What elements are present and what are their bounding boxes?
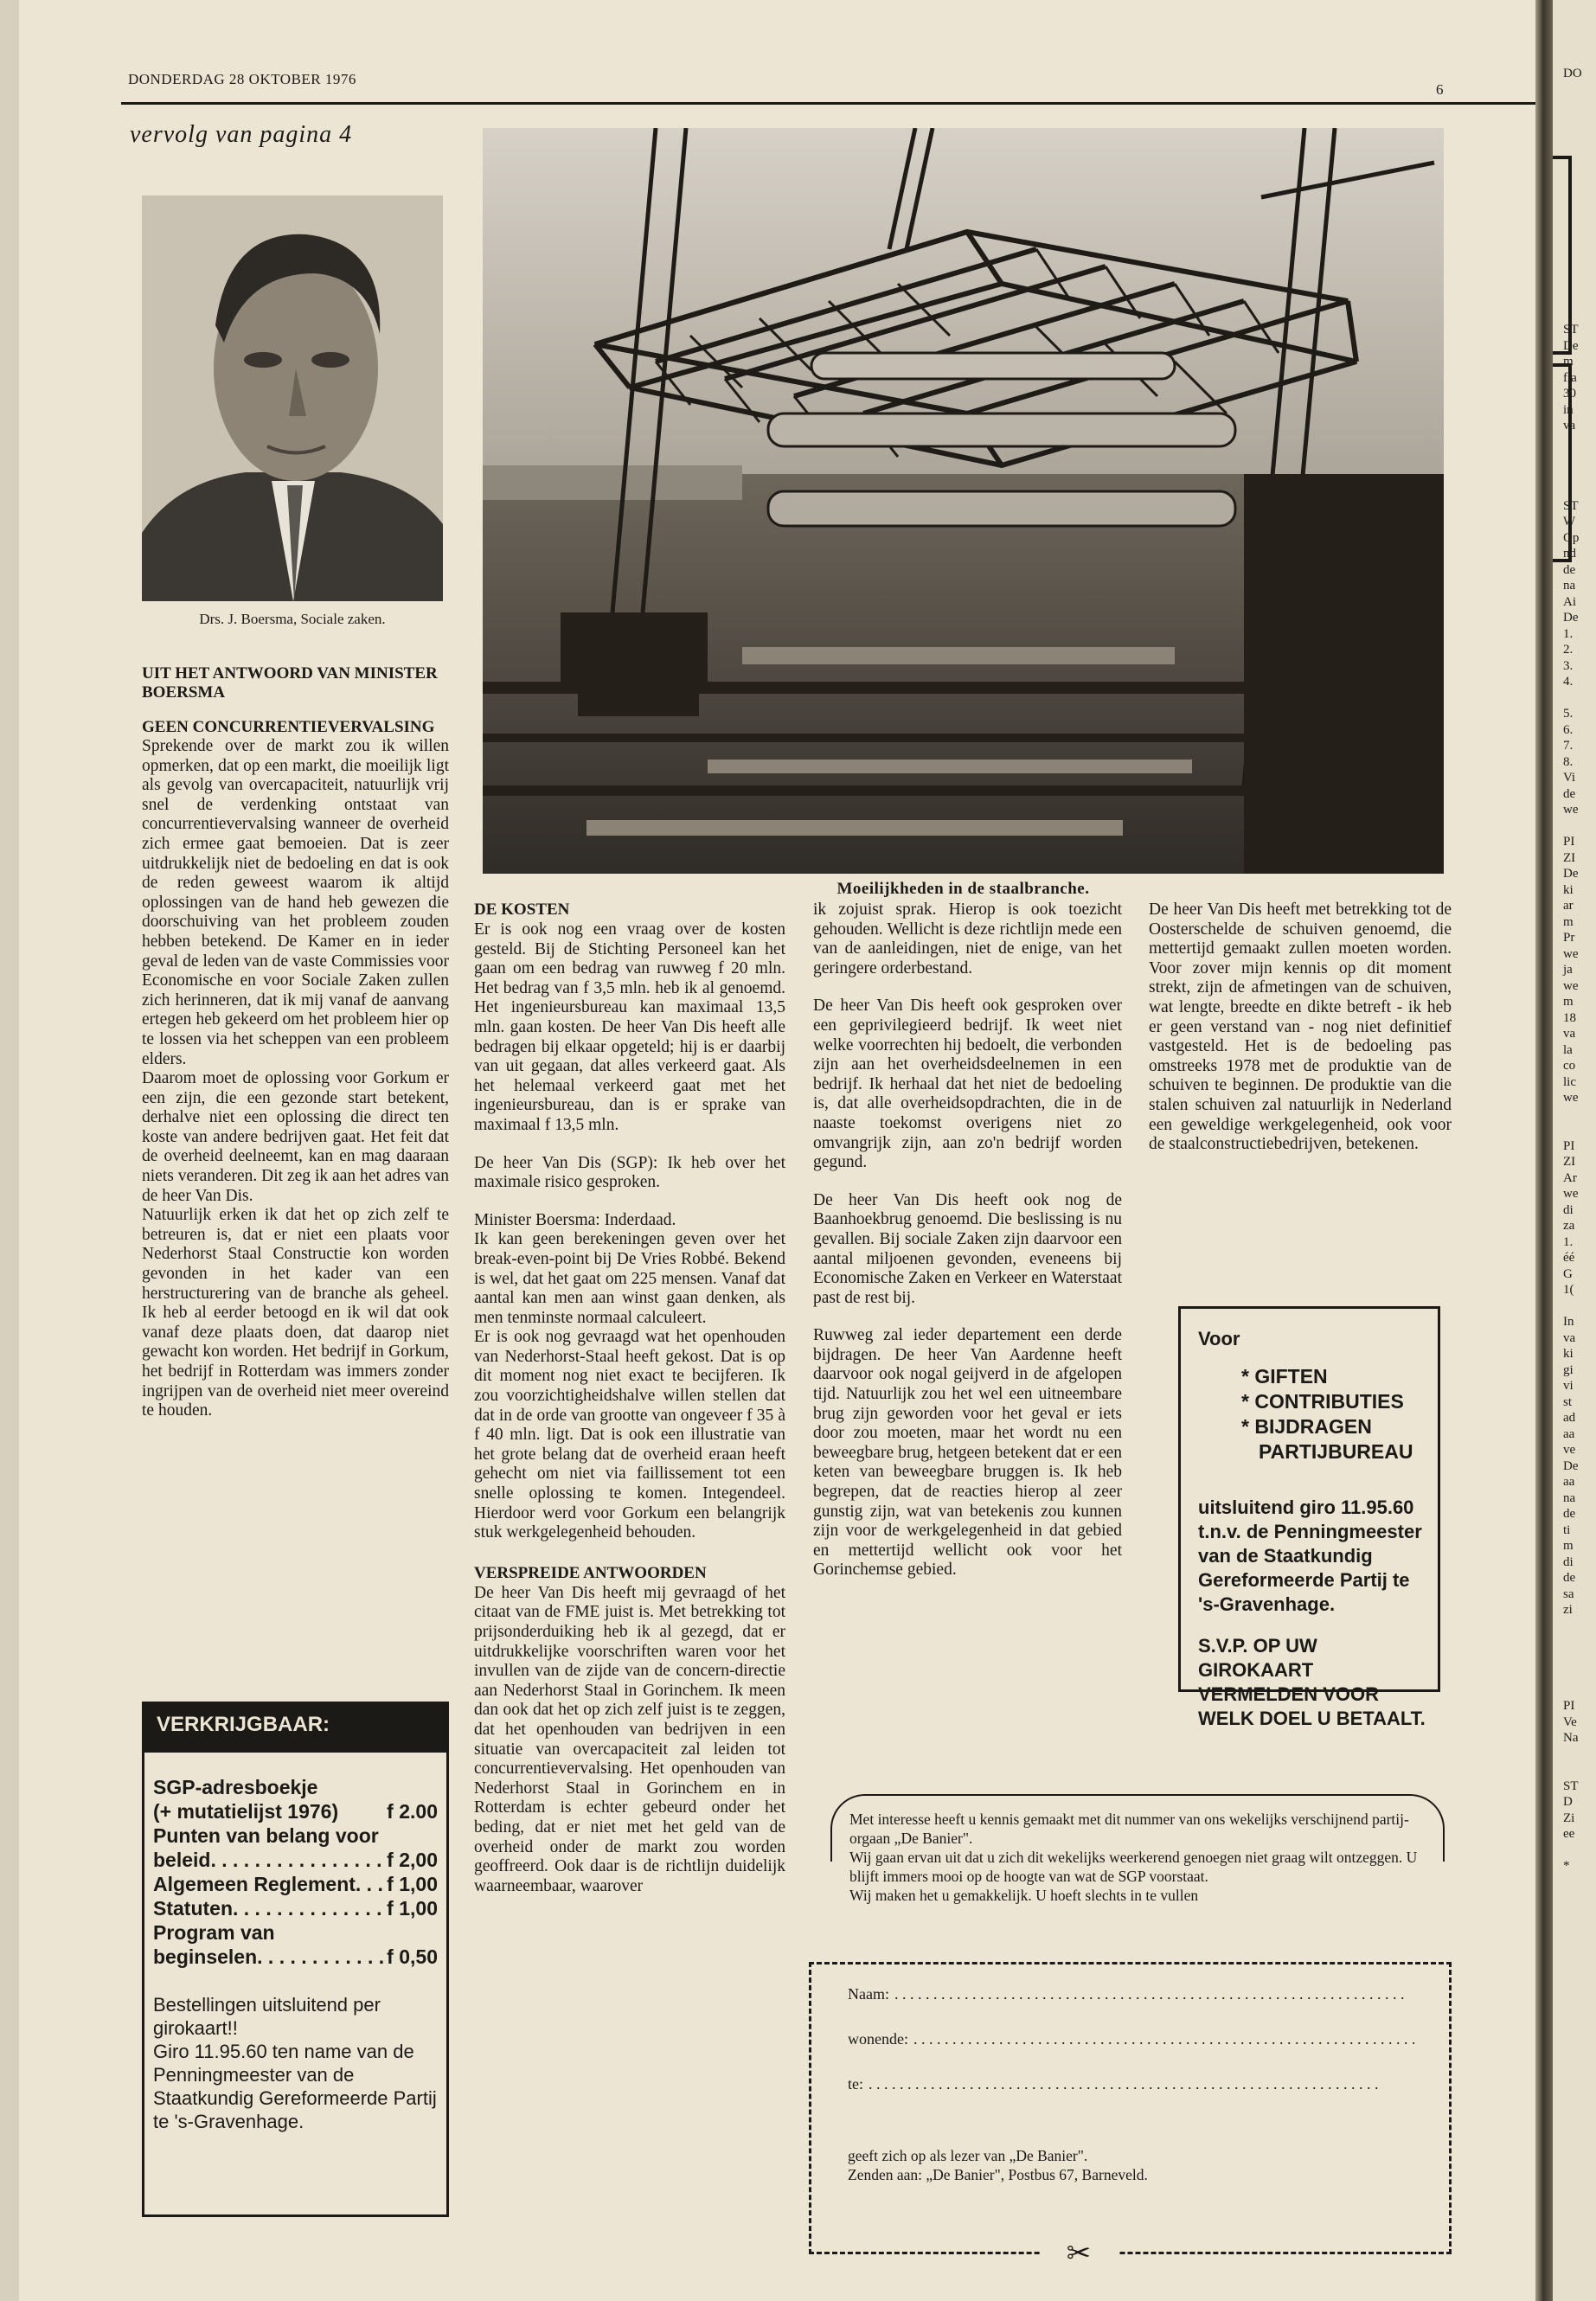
next-page-fragment: ad	[1563, 1411, 1576, 1425]
price-row: beleid . . . f 2,00	[153, 1848, 438, 1872]
next-page-fragment	[1563, 1650, 1582, 1667]
col3-paragraph: Ruwweg zal ieder departement een derde bijdragen. De heer Van Aardenne heeft daarvoor ook nogal geijverd in de afgelopen tijd. Natuurlijk zou het wel een uitneembare brug zijn geworden voor het geval er iets door zou moeten, maar het wordt nu een beweegbare brug, hetgeen betekent dat er een keten van beweegbare bruggen is. Ik heb begrepen, dat de reacties hierop al zeer gunstig zijn, wat van betekenis zou kunnen zijn voor de werkgelegenheid in dat gebied en mettertijd wellicht ook voor het Gorinchemse gebied.	[813, 1326, 1122, 1580]
next-page-fragment: Vi	[1563, 771, 1576, 785]
next-page-fragment: di	[1563, 1202, 1574, 1217]
next-page-fragment	[1563, 178, 1582, 195]
next-page-fragment: sa	[1563, 1586, 1574, 1601]
next-page-fragment	[1563, 434, 1582, 451]
col2-paragraph: Er is ook nog een vraag over de kosten gesteld. Bij de Stichting Personeel kan het gaan om een bedrag van ruwweg f 20 mln. Het bedrag van f 3,5 mln. heb ik al genoemd. Het ingenieursbureau kan maximaal 13,5 mln. gaan kosten. De heer Van Dis heeft alle bedragen bij elkaar opgeteld; hij is er daarbij van uit gegaan, dat alles verkeerd gaat. Als het helemaal verkeerd gaat met het ingenieursbureau, dan is er sprake van maximaal f 13,5 mln.	[474, 920, 785, 1134]
next-page-fragment: de	[1563, 1571, 1576, 1585]
col2-paragraph: Minister Boersma: Inderdaad.	[474, 1210, 676, 1229]
col1-headline: UIT HET ANTWOORD VAN MINISTER BOERSMA	[142, 664, 438, 702]
next-page-fragment: 7.	[1563, 739, 1574, 753]
next-page-fragment	[1563, 1122, 1582, 1138]
next-page-fragment: ST	[1563, 498, 1579, 513]
col2-paragraph: De heer Van Dis heeft mij gevraagd of het citaat van de FME juist is. Met betrekking tot prijsonderduiking heb ik al gezegd, dat er uitdrukkelijke voorschriften waren voor het invullen van de zijde van de concern-directie aan Nederhorst Staal in Gorinchem. Ik meen dan ook dat het op zich zelf juist is te zeggen, dat het openhouden van bedrijven in een situatie van overcapaciteit zal leiden tot concurrentievervalsing. Het openhouden van Nederhorst Staal in Gorinchem en in Rotterdam is echter gebeurd onder het beding, dat er niet met het geld van de overheid onder de markt zou worden geoffreerd. Ook daar is de richtlijn duidelijk waarneembaar, waarover	[474, 1583, 785, 1895]
next-page-fragment: we	[1563, 946, 1579, 961]
next-page-fragment: we	[1563, 803, 1579, 817]
next-page-fragment	[1563, 1762, 1582, 1779]
column-2	[474, 901, 785, 1896]
next-page-fragment	[1563, 82, 1582, 99]
verkrijgbaar-title: VERKRIJGBAAR:	[144, 1704, 446, 1753]
city-field[interactable]: te: . . .	[848, 2061, 1414, 2106]
next-page-fragment: co	[1563, 1059, 1576, 1073]
next-page-fragment: zi	[1563, 1603, 1573, 1617]
next-page-fragment: 4.	[1563, 675, 1574, 689]
next-page-fragment: ee	[1563, 1827, 1575, 1841]
col1-paragraph: Daarom moet de oplossing voor Gorkum er een zijn, die een gezonde start betekent, derhalve niet een oplossing die direct ten koste van andere bedrijven gaat. Het feit dat de overheid deelneemt, kan en mag daaraan niets veranderen. Dit zeg ik aan het adres van de heer Van Dis.	[142, 1069, 449, 1205]
next-page-fragment: Na	[1563, 1731, 1579, 1745]
next-page-fragment	[1563, 98, 1582, 114]
portrait-image	[142, 195, 443, 601]
next-page-fragment: de	[1563, 562, 1576, 577]
price: f 0,50	[387, 1945, 438, 1968]
next-page-fragment	[1563, 130, 1582, 146]
next-page-fragment: de	[1563, 1507, 1576, 1521]
main-photo	[483, 128, 1444, 874]
next-page-fragment: na	[1563, 1490, 1576, 1505]
col2-headline-2: VERSPREIDE ANTWOORDEN	[474, 1563, 707, 1582]
next-page-fragment	[1563, 1747, 1582, 1763]
next-page-fragment: *	[1563, 1859, 1570, 1873]
header-rule	[121, 102, 1535, 105]
next-page-fragment: 1(	[1563, 1283, 1574, 1297]
next-page-fragment: De	[1563, 338, 1579, 353]
next-page-fragment: m	[1563, 355, 1574, 369]
next-page-fragment: Ve	[1563, 1715, 1577, 1729]
crane-construction-image	[483, 128, 1444, 874]
next-page-fragment	[1563, 306, 1582, 323]
giro-item: PARTIJBUREAU	[1259, 1440, 1413, 1463]
next-page-fragment: vi	[1563, 1379, 1574, 1393]
item-name: Program van	[153, 1921, 275, 1944]
next-page-fragment: éé	[1563, 1251, 1575, 1265]
col1-paragraph: Natuurlijk erken ik dat het op zich zelf te betreuren is, dat er niet een plaats voor Nederhorst Staal Constructie kon worden gevonden in het kader van een herstructurering van de branche als geheel. Ik heb al eerder betoogd en ik wil dat ook vanaf deze plaats doen, dat daarop niet gewacht kon worden. Het bedrijf in Gorkum, het bedrijf in Rotterdam was immers zonder ingrijpen van de overheid niet meer overeind te houden.	[142, 1206, 449, 1420]
portrait-photo	[142, 195, 443, 601]
next-page-fragment: ZI	[1563, 1155, 1576, 1169]
next-page-fragment: va	[1563, 1027, 1576, 1041]
giro-note: Giro 11.95.60 ten name van de Penningmeester van de Staatkundig Gereformeerde Partij te 's-Gravenhage.	[153, 2041, 437, 2132]
next-page-fragment	[1563, 274, 1582, 291]
item-name: SGP-adresboekje	[153, 1776, 318, 1798]
next-page-fragment: Ar	[1563, 1170, 1577, 1185]
next-page-fragment: In	[1563, 1315, 1574, 1329]
col1-paragraph: Sprekende over de markt zou ik willen opmerken, dat op een markt, die moeilijk ligt als gevolg van overcapaciteit, natuurlijk vrij snel de verdenking ontstaat van concurrentievervalsing wanneer de overheid zich ermee gaat bemoeien. Dat is zeer uitdrukkelijk niet de bedoeling en dat is ook de reden geweest waarom ik altijd oplossingen van de hand heb gewezen die doorschuiving van het probleem zouden hebben betekend. De Kamer en in ieder geval de leden van de vaste Commissies voor Economische en voor Sociale Zaken zullen zich herinneren, dat ik mij vanaf de aanvang ertegen heb gekeerd om het probleem hier op te lossen via het scheppen van een probleem elders.	[142, 737, 449, 1068]
next-page-fragment: aa	[1563, 1426, 1575, 1441]
coupon-intro-block	[849, 1810, 1429, 1905]
continuation-label: vervolg van pagina 4	[130, 121, 353, 148]
issue-date: DONDERDAG 28 OKTOBER 1976	[128, 71, 356, 87]
next-page-fragment: za	[1563, 1219, 1575, 1233]
next-page-fragment: 1.	[1563, 626, 1574, 641]
col1-subhead: GEEN CONCURRENTIEVERVALSING	[142, 718, 435, 736]
col4-paragraph: De heer Van Dis heeft met betrekking tot de Oosterschelde de schuiven genoemd, die mettertijd gemaakt zullen moeten worden. Voor zover mijn kennis op dit moment strekt, zijn de afmetingen van de schuiven, wat lengte, breedte en dikte betreft - ik heb er geen verstand van - nog niet definitief vastgesteld. Het is de bedoeling pas omstreeks 1978 met de produktie van de schuiven te beginnen. De produktie van die stalen schuiven zal natuurlijk in Nederland een geweldige werkgelegenheid, ook voor de staalconstructiebedrijven, betekenen.	[1149, 901, 1452, 1154]
next-page-fragment: G	[1563, 1266, 1573, 1281]
col2-headline: DE KOSTEN	[474, 901, 570, 919]
newspaper-page	[19, 0, 1535, 2301]
next-page-fragment: gi	[1563, 1362, 1574, 1377]
col2-paragraph: Ik kan geen berekeningen geven over het break-even-point bij De Vries Robbé. Bekend is wel, dat het gaat om 225 mensen. Vanaf dat aantal kan men aan winst gaan denken, als men tenminste normaal calculeert.	[474, 1230, 785, 1327]
next-page-fragment: we	[1563, 978, 1579, 993]
next-page-fragment: de	[1563, 786, 1576, 801]
address-field[interactable]: wonende: . . .	[848, 2016, 1414, 2061]
next-page-fragment: 5.	[1563, 707, 1574, 721]
next-page-fragment: na	[1563, 579, 1576, 593]
next-page-fragment: PI	[1563, 1138, 1575, 1153]
next-page-fragment	[1563, 242, 1582, 259]
next-page-fragment	[1563, 450, 1582, 466]
next-page-fragment: Op	[1563, 530, 1580, 545]
next-page-fragment	[1563, 210, 1582, 227]
coupon-footer: geeft zich op als lezer van „De Banier".	[848, 2147, 1088, 2164]
next-page-fragment: va	[1563, 419, 1576, 433]
next-page-fragment: PI	[1563, 835, 1575, 849]
giro-item: * GIFTEN	[1241, 1365, 1328, 1388]
page-gutter	[1535, 0, 1553, 2301]
next-page-fragment: PI	[1563, 1699, 1575, 1713]
next-page-fragment: ja	[1563, 963, 1573, 977]
next-page-fragment	[1563, 226, 1582, 242]
column-1	[142, 664, 449, 1421]
next-page-fragment: De	[1563, 1458, 1579, 1473]
giro-item: * BIJDRAGEN	[1241, 1415, 1372, 1438]
giro-title: Voor	[1198, 1328, 1240, 1349]
next-page-fragment: m	[1563, 914, 1574, 929]
next-page-fragment: ar	[1563, 899, 1574, 913]
portrait-caption: Drs. J. Boersma, Sociale zaken.	[199, 611, 386, 627]
next-page-text	[1563, 66, 1582, 1875]
next-page-fragment: De	[1563, 611, 1579, 625]
next-page-fragment: aa	[1563, 1475, 1575, 1489]
col2-paragraph: Er is ook nog gevraagd wat het openhouden van Nederhorst-Staal heeft gekost. Dat is op dit moment nog niet exact te becijferen. Ik zou voorzichtigheidshalve willen stellen dat dat in de orde van grootte van ongeveer f 35 à f 40 mln. ligt. Dat is ook een illustratie van het grote belang dat de overheid eraan heeft gehecht om niet via faillissement tot een snelle oplossing te komen. Integendeel. Hierdoor werd voor Gorkum een belangrijk stuk werkgelegenheid behouden.	[474, 1328, 785, 1542]
col3-paragraph: De heer Van Dis heeft ook nog de Baanhoekbrug genoemd. Die beslissing is nu gevallen. Bij sociale Zaken zijn daarvoor een aantal miljoenen gevonden, eveneens bij Economische Zaken en Verkeer en Waterstaat past de rest bij.	[813, 1190, 1122, 1307]
next-page-fragment	[1563, 194, 1582, 210]
next-page-fragment: DO	[1563, 67, 1582, 80]
next-page-fragment: 30	[1563, 387, 1576, 401]
next-page-fragment: fla	[1563, 370, 1577, 385]
next-page-fragment: ZI	[1563, 850, 1576, 865]
next-page-fragment: lic	[1563, 1074, 1576, 1089]
next-page-fragment	[1563, 1843, 1582, 1859]
price-row: beginselen . . . f 0,50	[153, 1945, 438, 1969]
next-page-fragment	[1563, 290, 1582, 306]
next-page-fragment: in	[1563, 402, 1574, 417]
next-page-fragment: we	[1563, 1187, 1579, 1201]
next-page-fragment: ti	[1563, 1522, 1571, 1537]
coupon-intro: Met interesse heeft u kennis gemaakt met dit nummer van ons wekelijks verschijnend partij-orgaan „De Banier".	[849, 1811, 1409, 1847]
price: f 1,00	[387, 1897, 438, 1920]
price-row: Statuten . . . f 1,00	[153, 1896, 438, 1920]
next-page-fragment	[1563, 818, 1582, 835]
giro-box	[1178, 1306, 1440, 1729]
next-page-fragment: Pr	[1563, 931, 1575, 945]
next-page-fragment	[1563, 1682, 1582, 1699]
next-page-fragment: ST	[1563, 1779, 1579, 1793]
price-row: (+ mutatielijst 1976) f 2.00	[153, 1800, 438, 1823]
next-page-fragment: m	[1563, 1539, 1574, 1553]
coupon-line: Wij maken het u gemakkelijk. U hoeft slechts in te vullen	[849, 1887, 1199, 1904]
next-page-fragment: W	[1563, 515, 1576, 529]
next-page-fragment	[1563, 1634, 1582, 1650]
next-page-fragment	[1563, 1298, 1582, 1315]
next-page-fragment	[1563, 466, 1582, 483]
col2-paragraph: De heer Van Dis (SGP): Ik heb over het maximale risico gesproken.	[474, 1153, 785, 1192]
next-page-fragment: ve	[1563, 1443, 1576, 1457]
price: f 1,00	[387, 1873, 438, 1895]
next-page-fragment: Ai	[1563, 594, 1576, 609]
next-page-fragment: 2.	[1563, 643, 1574, 657]
price-row: Algemeen Reglement . . . f 1,00	[153, 1872, 438, 1896]
next-page-fragment: D	[1563, 1795, 1573, 1809]
column-3	[813, 901, 1122, 1580]
next-page-fragment	[1563, 146, 1582, 163]
next-page-fragment: di	[1563, 1554, 1574, 1569]
price: f 2.00	[387, 1800, 438, 1823]
col3-paragraph: De heer Van Dis heeft ook gesproken over een geprivilegieerd bedrijf. Ik weet niet welke voorrechten hij bedoelt, die verbonden zijn aan het overheidsdeelnemen in een bedrijf. Ik herhaal dat het niet de bedoeling is, dat alle overheidsopdrachten, die in de naaste toekomst overigens niet zo omvangrijk zijn, aan zo'n bedrijf worden gegund.	[813, 997, 1122, 1172]
giro-account: uitsluitend giro 11.95.60 t.n.v. de Penningmeester van de Staatkundig Gereformeerde Partij te 's-Gravenhage.	[1198, 1497, 1422, 1615]
price: f 2,00	[387, 1849, 438, 1871]
next-page-fragment: 1.	[1563, 1234, 1574, 1249]
scissors-icon: ✂	[1040, 2237, 1118, 2272]
next-page-edge	[1553, 0, 1596, 2301]
next-page-fragment: st	[1563, 1394, 1573, 1409]
next-page-fragment: nd	[1563, 547, 1576, 561]
next-page-fragment: va	[1563, 1330, 1576, 1345]
page-number: 6	[1436, 81, 1444, 98]
next-page-fragment: ki	[1563, 882, 1574, 897]
col3-paragraph: ik zojuist sprak. Hierop is ook toezicht gehouden. Wellicht is deze richtlijn mede een van de aanleidingen, niet de enige, van het geringere orderbestand.	[813, 901, 1122, 977]
next-page-fragment: 18	[1563, 1010, 1576, 1025]
next-page-fragment: Zi	[1563, 1811, 1575, 1825]
item-name: Punten van belang voor	[153, 1824, 379, 1847]
next-page-fragment	[1563, 1666, 1582, 1682]
next-page-fragment: ST	[1563, 323, 1579, 336]
next-page-fragment: we	[1563, 1091, 1579, 1105]
next-page-fragment: De	[1563, 867, 1579, 881]
coupon-form	[809, 1962, 1452, 2254]
next-page-fragment	[1563, 258, 1582, 274]
next-page-fragment	[1563, 482, 1582, 498]
next-page-fragment: 6.	[1563, 722, 1574, 737]
next-page-fragment: 3.	[1563, 658, 1574, 673]
coupon-address: Zenden aan: „De Banier", Postbus 67, Barneveld.	[848, 2166, 1148, 2183]
next-page-fragment: m	[1563, 995, 1574, 1009]
verkrijgbaar-box	[142, 1702, 449, 2217]
next-page-fragment	[1563, 114, 1582, 131]
order-note: Bestellingen uitsluitend per girokaart!!	[153, 1994, 381, 2039]
coupon-line: Wij gaan ervan uit dat u zich dit wekelijks weerkerend genoegen niet graag wilt ontzeggen. U blijft immers mooi op de hoogte van wat de SGP voorstaat.	[849, 1849, 1418, 1885]
giro-request: S.V.P. OP UW GIROKAART VERMELDEN VOOR WELK DOEL U BETAALT.	[1198, 1635, 1426, 1729]
next-page-fragment	[1563, 690, 1582, 707]
next-page-fragment: 8.	[1563, 754, 1574, 769]
main-photo-caption: Moeilijkheden in de staalbranche.	[836, 880, 1090, 898]
column-4	[1149, 901, 1452, 1155]
next-page-fragment: ki	[1563, 1347, 1574, 1361]
giro-item: * CONTRIBUTIES	[1241, 1390, 1404, 1413]
next-page-fragment	[1563, 1106, 1582, 1123]
name-field[interactable]: Naam: . . .	[848, 1971, 1414, 2016]
next-page-fragment	[1563, 1618, 1582, 1635]
next-page-fragment: la	[1563, 1042, 1573, 1057]
next-page-fragment	[1563, 162, 1582, 178]
